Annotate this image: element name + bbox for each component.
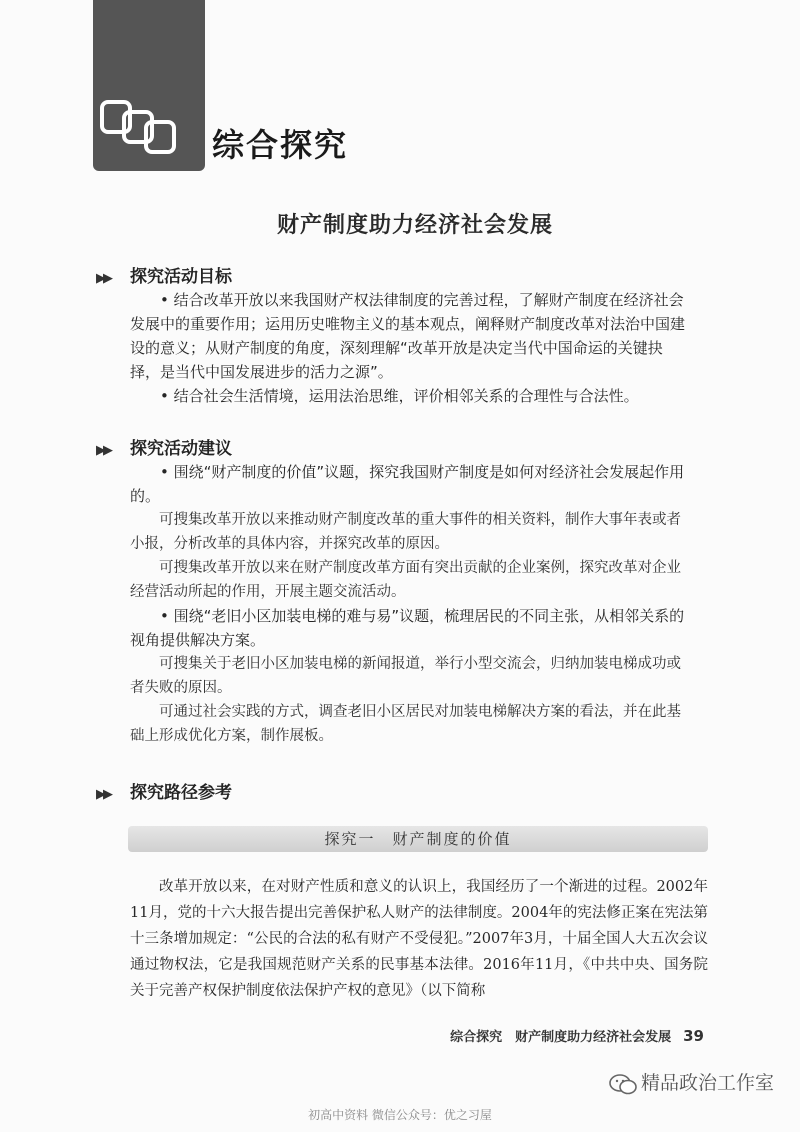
wechat-icon: [609, 1073, 637, 1095]
double-arrow-icon: ▶▶: [96, 271, 110, 286]
double-arrow-icon: ▶▶: [96, 443, 110, 458]
three-linked-squares-icon: [98, 96, 180, 158]
bottom-caption: 初高中资料 微信公众号：优之习屋: [308, 1108, 492, 1122]
explore-one-label: 探究一 财产制度的价值: [324, 830, 512, 848]
suggestion-item-5: 可搜集关于老旧小区加装电梯的新闻报道，举行小型交流会，归纳加装电梯成功或者失败的原因。: [130, 656, 681, 696]
suggestion-item-3: 可搜集改革开放以来在财产制度改革方面有突出贡献的企业案例，探究改革对企业经营活动所起的作用，开展主题交流活动。: [130, 560, 681, 600]
explore-one-bar: [128, 826, 708, 852]
section-heading-suggestions: ▶▶ 探究活动建议: [96, 439, 232, 459]
running-title: 综合探究 财产制度助力经济社会发展: [450, 1030, 672, 1045]
explore-one-body: 改革开放以来，在对财产性质和意义的认识上，我国经历了一个渐进的过程。2002年11月，党的十六大报告提出完善保护私人财产的法律制度。2004年的宪法修正案在宪法第十三条增加规定：“公民的合法的私有财产不受侵犯。”2007年3月，十届全国人大五次会议通过物权法，它是我国规范财产关系的民事基本法律。2016年11月，《中共中央、国务院关于完善产权保护制度依法保护产权的意见》（以下简称: [130, 879, 708, 999]
double-arrow-icon: ▶▶: [96, 787, 110, 802]
running-footer: [450, 1026, 704, 1045]
chapter-title: 综合探究: [212, 126, 349, 164]
suggestion-item-6: 可通过社会实践的方式，调查老旧小区居民对加装电梯解决方案的看法，并在此基础上形成优化方案，制作展板。: [130, 704, 681, 744]
brand-watermark: [609, 1068, 774, 1095]
suggestion-item-4: • 围绕“老旧小区加装电梯的难与易”议题，梳理居民的不同主张，从相邻关系的视角提供解决方案。: [130, 607, 685, 649]
goals-paragraph-2: • 结合社会生活情境，运用法治思维，评价相邻关系的合理性与合法性。: [160, 387, 639, 405]
suggestion-item-2: 可搜集改革开放以来推动财产制度改革的重大事件的相关资料，制作大事年表或者小报，分析改革的具体内容，并探究改革的原因。: [130, 512, 681, 552]
section-heading-path: ▶▶ 探究路径参考: [96, 783, 232, 803]
goals-paragraph-1: • 结合改革开放以来我国财产权法律制度的完善过程，了解财产制度在经济社会发展中的重要作用；运用历史唯物主义的基本观点，阐释财产制度改革对法治中国建设的意义；从财产制度的角度，深刻理解“改革开放是决定当代中国命运的关键抉择，是当代中国发展进步的活力之源”。: [130, 291, 686, 381]
suggestion-item-1: • 围绕“财产制度的价值”议题，探究我国财产制度是如何对经济社会发展起作用的。: [130, 463, 685, 505]
section-heading-goals: ▶▶ 探究活动目标: [96, 267, 232, 287]
page-number: 39: [683, 1027, 704, 1045]
brand-name: 精品政治工作室: [640, 1072, 774, 1094]
page-title: 财产制度助力经济社会发展: [276, 213, 553, 238]
